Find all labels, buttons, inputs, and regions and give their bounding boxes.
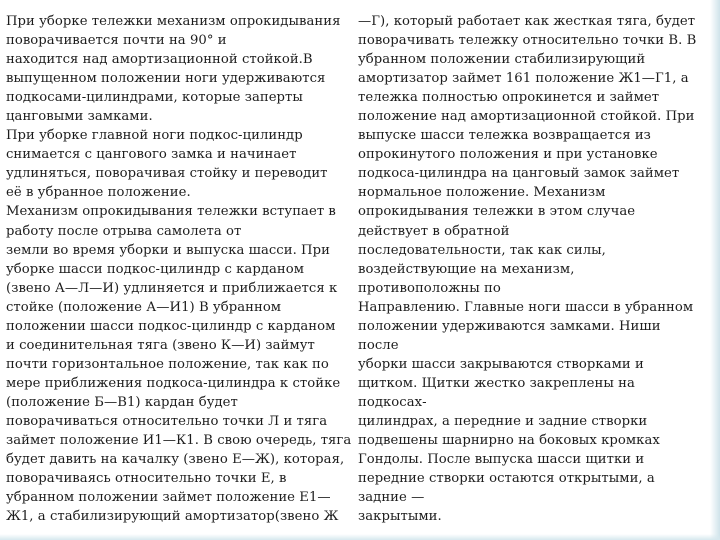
text-line: цилиндрах, а передние и задние створки <box>358 413 648 429</box>
text-line: займет положение И1—К1. В свою очередь, тяга <box>6 433 352 449</box>
text-line: —Г), который работает как жесткая тяга, будет <box>358 14 696 29</box>
text-line: убранном положении стабилизирующий <box>358 52 646 68</box>
text-line: будет давить на качалку (звено Е—Ж), которая, <box>6 452 345 468</box>
text-line: действует в обратной <box>358 223 510 239</box>
text-line: земли во время уборки и выпуска шасси. При <box>6 242 330 258</box>
text-line: амортизатор займет 161 положение Ж1—Г1, а <box>358 71 689 87</box>
text-line: её в убранное положение. <box>6 185 191 201</box>
text-line: опрокинутого положения и при установке <box>358 147 658 163</box>
text-line: противоположны по <box>358 280 501 296</box>
text-line: передние створки остаются открытыми, а <box>358 471 655 487</box>
text-line: щитком. Щитки жестко закреплены на <box>358 375 635 391</box>
text-line: уборке шасси подкос-цилиндр с карданом <box>6 261 305 277</box>
text-line: подкосами-цилиндрами, которые заперты <box>6 90 303 106</box>
slide-bottom-band <box>0 534 720 540</box>
text-line: поворачивать тележку относительно точки В. В <box>358 33 697 49</box>
text-line: положении удерживаются замками. Ниши <box>358 318 661 334</box>
text-line: подкоса-цилиндра на цанговый замок займет <box>358 166 680 182</box>
text-line: нормальное положение. Механизм <box>358 185 606 201</box>
text-line: удлиняться, поворачивая стойку и переводит <box>6 166 328 182</box>
text-line: (звено А—Л—И) удлиняется и приближается к <box>6 280 338 296</box>
text-line: подкосах- <box>358 394 427 410</box>
text-line: стойке (положение А—И1) В убранном <box>6 299 282 315</box>
text-line: убранном положении займет положение Е1— <box>6 490 331 506</box>
text-line: поворачиваясь относительно точки Е, в <box>6 471 287 487</box>
text-line: При уборке главной ноги подкос-цилиндр <box>6 128 303 144</box>
text-line: Гондолы. После выпуска шасси щитки и <box>358 452 645 468</box>
text-line: поворачивается почти на 90° и <box>6 33 227 49</box>
text-line: При уборке тележки механизм опрокидывания <box>6 14 341 29</box>
text-line: после <box>358 337 399 353</box>
text-line: положении шасси подкос-цилиндр с карданом <box>6 318 336 334</box>
text-line: задние — <box>358 490 425 506</box>
text-line: Ж1, а стабилизирующий амортизатор(звено Ж <box>6 509 339 525</box>
text-line: воздействующие на механизм, <box>358 261 575 277</box>
text-line: мере приближения подкоса-цилиндра к стойке <box>6 375 341 391</box>
text-line: закрытыми. <box>358 509 442 525</box>
text-column-right <box>358 12 713 526</box>
text-line: (положение Б—В1) кардан будет <box>6 394 238 410</box>
text-line: цанговыми замками. <box>6 109 153 125</box>
text-line: работу после отрыва самолета от <box>6 223 242 239</box>
text-line: выпущенном положении ноги удерживаются <box>6 71 326 87</box>
text-line: Механизм опрокидывания тележки вступает в <box>6 204 336 220</box>
text-line: опрокидывания тележки в этом случае <box>358 204 636 220</box>
text-line: и соединительная тяга (звено К—И) займут <box>6 337 315 353</box>
text-line: последовательности, так как силы, <box>358 242 606 258</box>
text-line: уборки шасси закрываются створками и <box>358 356 644 372</box>
text-line: снимается с цангового замка и начинает <box>6 147 297 163</box>
text-line: положение над амортизационной стойкой. При <box>358 109 695 125</box>
text-line: поворачиваться относительно точки Л и тяга <box>6 413 328 429</box>
text-line: выпуске шасси тележка возвращается из <box>358 128 651 144</box>
text-line: находится над амортизационной стойкой.В <box>6 52 313 68</box>
text-line: почти горизонтальное положение, так как по <box>6 356 329 372</box>
text-line: подвешены шарнирно на боковых кромках <box>358 433 660 449</box>
text-line: Направлению. Главные ноги шасси в убранном <box>358 299 694 315</box>
text-column-left <box>6 12 358 526</box>
text-line: тележка полностью опрокинется и займет <box>358 90 660 106</box>
